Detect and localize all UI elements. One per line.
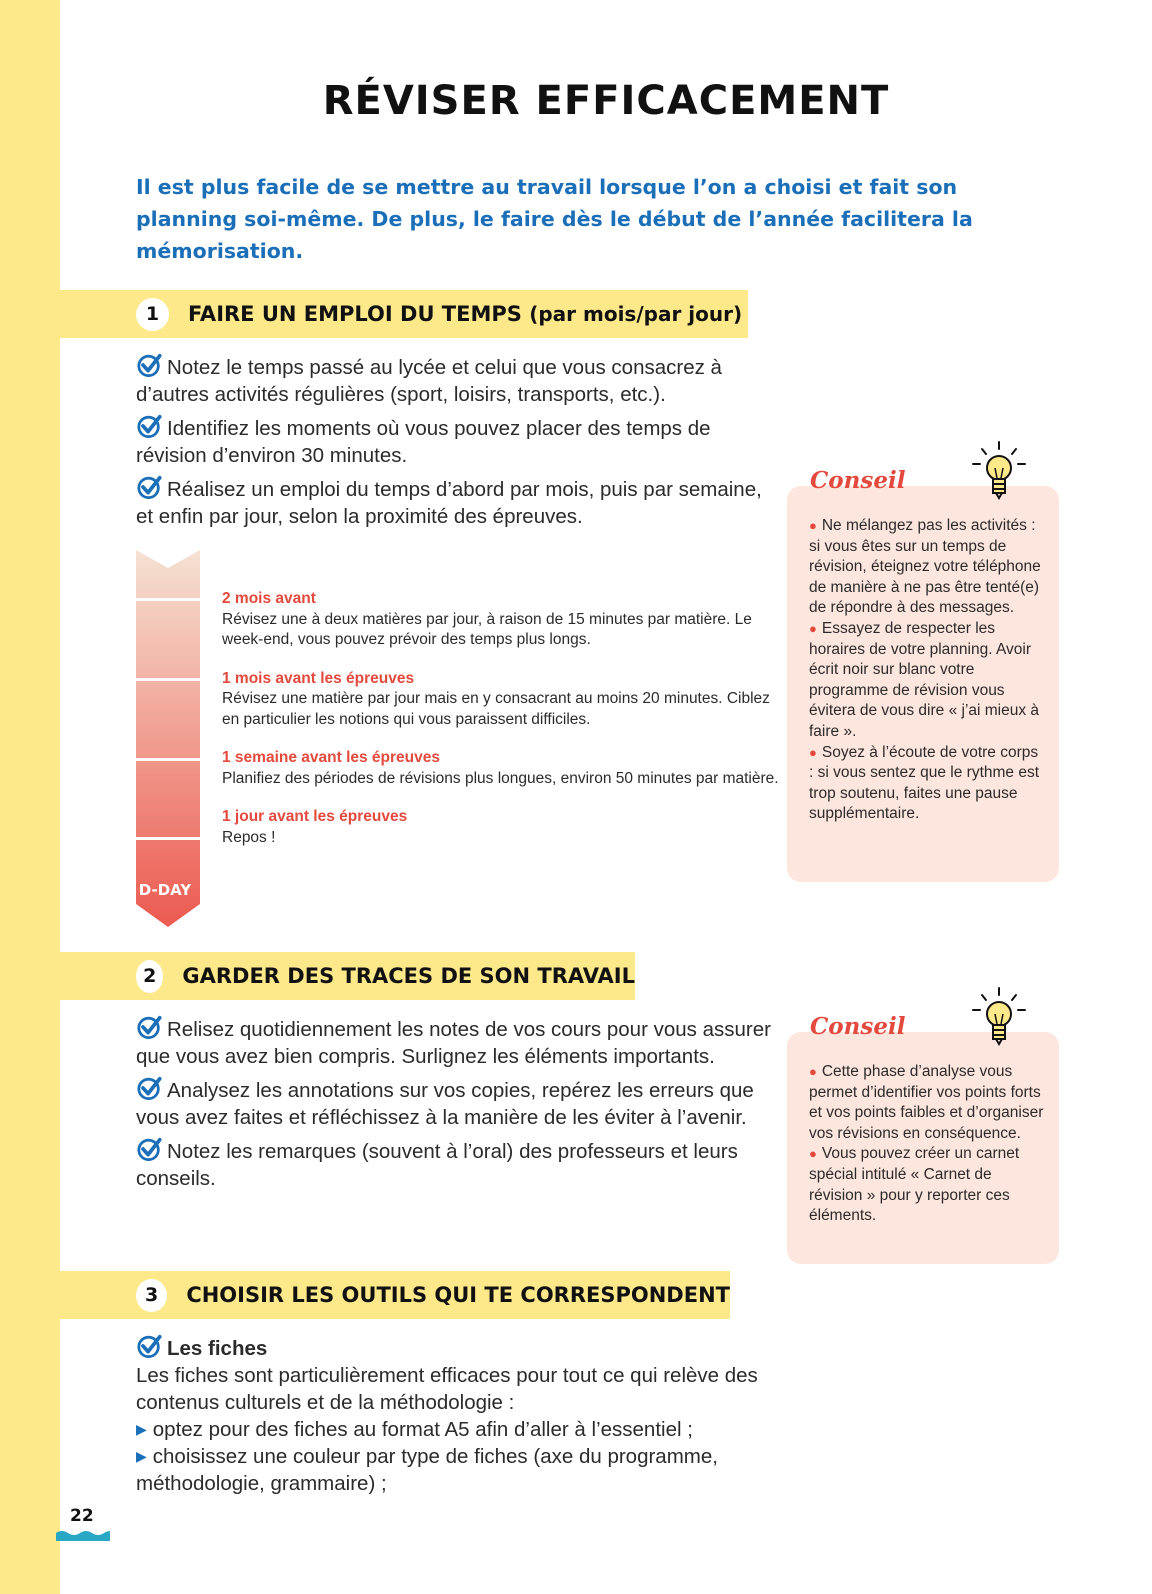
conseil-label-1: Conseil — [810, 467, 906, 494]
timeline-step — [222, 748, 782, 789]
section-1-title: FAIRE UN EMPLOI DU TEMPS — [188, 302, 522, 326]
list-item: ▶ optez pour des fiches au format A5 afin d’aller à l’essentiel ; — [136, 1418, 693, 1441]
checklist-text: Notez le temps passé au lycée et celui que vous consacrez à d’autres activités régulières (sport, loisirs, transports, etc.). — [136, 356, 722, 406]
section-2-number: 2 — [136, 960, 163, 993]
bullet-dot-icon: ● — [809, 744, 817, 760]
timeline-step — [222, 807, 782, 848]
check-icon — [136, 1136, 163, 1162]
timeline-step — [222, 589, 782, 651]
list-item — [136, 413, 776, 469]
section-2-title: GARDER DES TRACES DE SON TRAVAIL — [182, 964, 635, 988]
intro-text: Il est plus facile de se mettre au travail lorsque l’on a choisi et fait son planning soi-même. De plus, le faire dès le début de l’année facilitera la mémorisation. — [136, 175, 973, 263]
section-1-number: 1 — [136, 298, 169, 331]
checklist-text: Réalisez un emploi du temps d’abord par mois, puis par semaine, et enfin par jour, selon la proximité des épreuves. — [136, 478, 762, 528]
section-1-checklist — [136, 352, 776, 535]
list-item: ▶ choisissez une couleur par type de fiches (axe du programme, méthodologie, grammaire) ; — [136, 1445, 718, 1495]
check-icon — [136, 413, 163, 439]
timeline-step — [222, 669, 782, 731]
check-icon — [136, 1014, 163, 1040]
step-title: 1 jour avant les épreuves — [222, 808, 408, 825]
list-item — [136, 1333, 776, 1362]
list-item — [136, 1014, 776, 1070]
conseil-point: ● Cette phase d’analyse vous permet d’identifier vos points forts et vos points faibles et d’organiser vos révisions en conséquence. — [809, 1063, 1044, 1142]
list-item — [136, 352, 776, 408]
step-title: 1 mois avant les épreuves — [222, 669, 415, 687]
bullet-dot-icon: ● — [809, 1064, 817, 1079]
step-title: 1 semaine avant les épreuves — [222, 749, 440, 766]
check-icon — [136, 1075, 163, 1101]
section-2-header — [60, 952, 635, 1000]
step-text: Révisez une matière par jour mais en y consacrant au moins 20 minutes. Ciblez en particulier les notions qui vous paraissent difficiles. — [222, 690, 770, 728]
conseil-point: ● Vous pouvez créer un carnet spécial intitulé « Carnet de révision » pour y reporter ces éléments. — [809, 1145, 1020, 1225]
step-text: Repos ! — [222, 828, 276, 846]
lightbulb-icon — [970, 440, 1028, 502]
triangle-bullet-icon: ▶ — [136, 1448, 147, 1464]
fiches-title: Les fiches — [167, 1337, 268, 1360]
list-item — [136, 1075, 776, 1131]
conseil-box-2 — [787, 1032, 1059, 1264]
check-icon — [136, 352, 163, 378]
section-3-number: 3 — [136, 1279, 167, 1312]
bullet-dot-icon: ● — [809, 518, 817, 533]
timeline-steps — [222, 589, 782, 866]
conseil-point: ● Soyez à l’écoute de votre corps : si vous sentez que le rythme est trop soutenu, faites une pause supplémentaire. — [809, 743, 1040, 823]
checklist-text: Notez les remarques (souvent à l’oral) des professeurs et leurs conseils. — [136, 1140, 738, 1190]
section-1-subtitle: (par mois/par jour) — [529, 302, 743, 326]
list-item — [136, 1136, 776, 1192]
step-text: Planifiez des périodes de révisions plus longues, environ 50 minutes par matière. — [222, 769, 779, 787]
check-icon — [136, 474, 163, 500]
step-text: Révisez une à deux matières par jour, à raison de 15 minutes par matière. Le week-end, vous pouvez prévoir des temps plus longs. — [222, 610, 752, 648]
section-2-checklist — [136, 1014, 776, 1197]
step-title: 2 mois avant — [222, 590, 316, 607]
section-3-header — [60, 1271, 730, 1319]
bullet-dot-icon: ● — [809, 1146, 817, 1162]
conseil-box-1 — [787, 486, 1059, 882]
checklist-text: Identifiez les moments où vous pouvez placer des temps de révision d’environ 30 minutes. — [136, 417, 711, 467]
list-item — [136, 474, 776, 530]
page-number: 22 — [70, 1506, 94, 1526]
conseil-label-2: Conseil — [810, 1013, 906, 1040]
section-3-title: CHOISIR LES OUTILS QUI TE CORRESPONDENT — [186, 1283, 730, 1307]
conseil-point: ● Essayez de respecter les horaires de votre planning. Avoir écrit noir sur blanc votre programme de révision vous évitera de vous dire « j’ai mieux à faire ». — [809, 619, 1040, 740]
conseil-point: ● Ne mélangez pas les activités : si vous êtes sur un temps de révision, éteignez votre téléphone de manière à ne pas être tenté(e) de répondre à des messages. — [809, 517, 1041, 617]
section-3-content — [136, 1333, 776, 1497]
fiches-text: Les fiches sont particulièrement efficaces pour tout ce qui relève des contenus culturels et de la méthodologie : — [136, 1364, 758, 1414]
timeline-arrow — [136, 550, 200, 927]
check-icon — [136, 1333, 163, 1359]
bullet-dot-icon: ● — [809, 620, 817, 636]
checklist-text: Analysez les annotations sur vos copies, repérez les erreurs que vous avez faites et réfléchissez à la manière de les éviter à l’avenir. — [136, 1079, 754, 1129]
yellow-side-band — [0, 0, 60, 1594]
timeline-dday-label: D-DAY — [138, 881, 192, 899]
lightbulb-icon — [970, 986, 1028, 1048]
section-1-header — [60, 290, 748, 338]
triangle-bullet-icon: ▶ — [136, 1421, 147, 1437]
wave-decoration — [56, 1529, 110, 1541]
checklist-text: Relisez quotidiennement les notes de vos cours pour vous assurer que vous avez bien compris. Surlignez les éléments importants. — [136, 1018, 771, 1068]
page-title: RÉVISER EFFICACEMENT — [322, 78, 890, 124]
